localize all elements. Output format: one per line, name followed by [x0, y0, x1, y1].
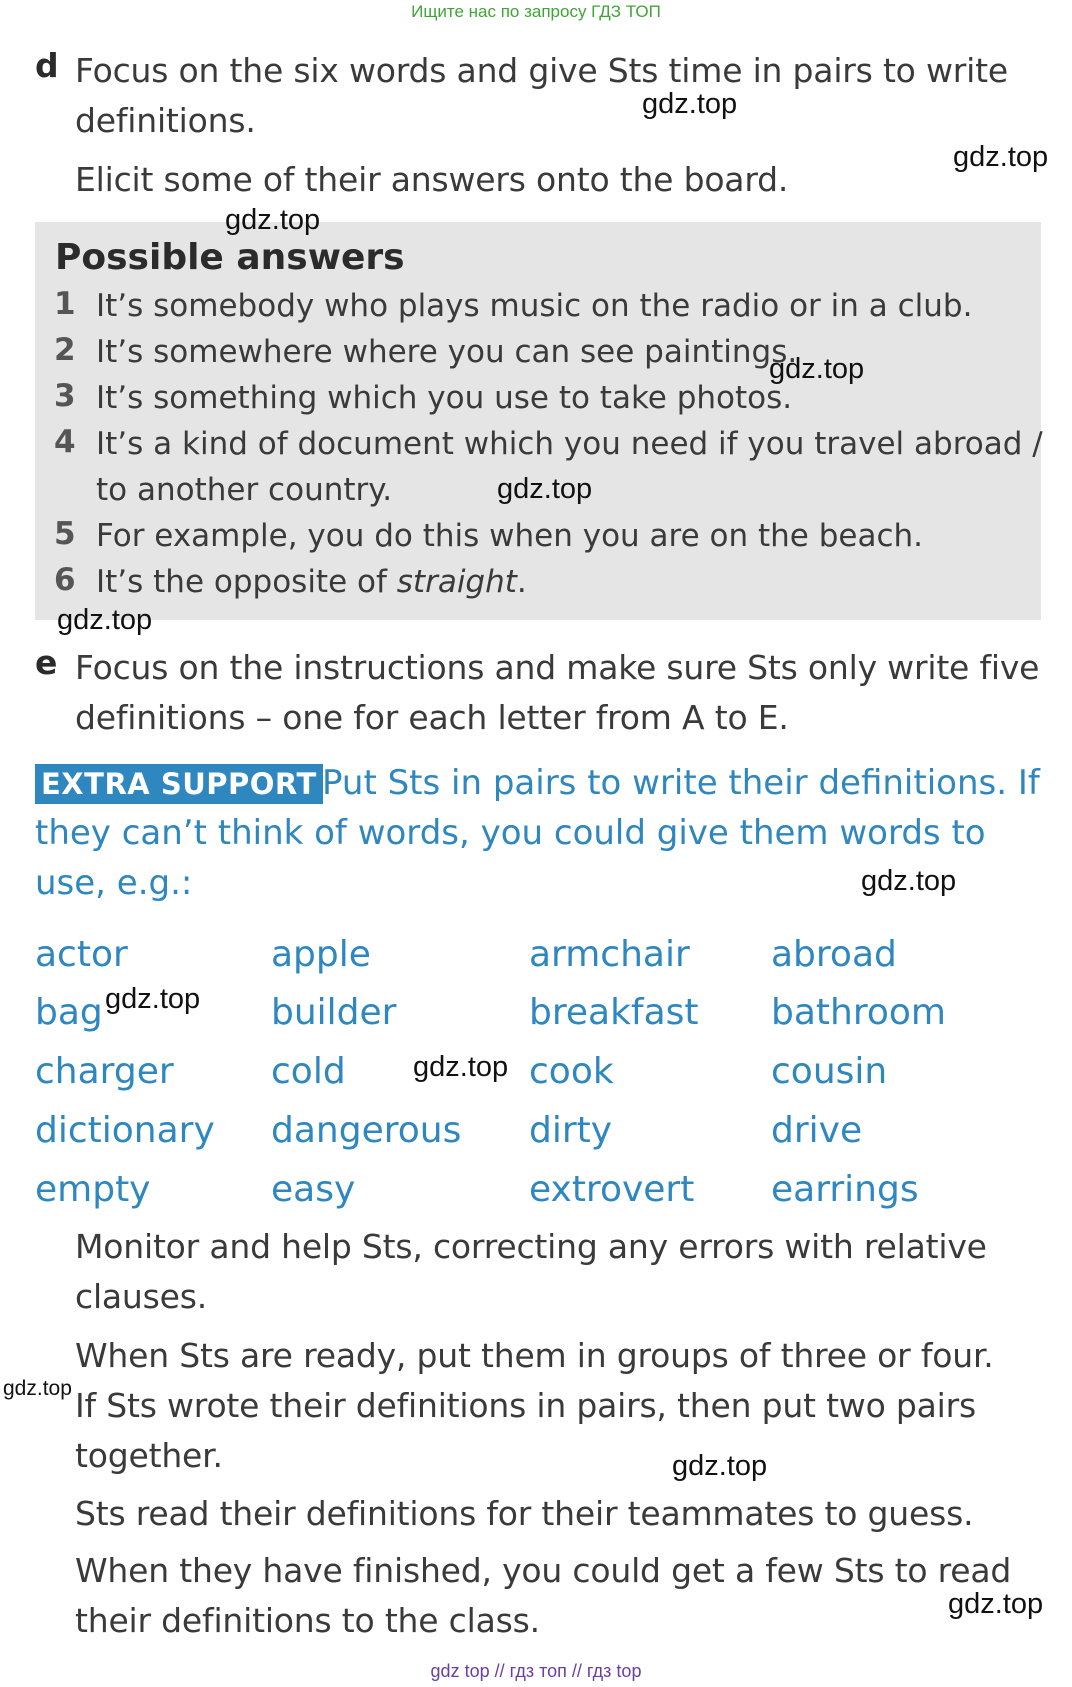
- word-item: armchair: [529, 934, 690, 975]
- closing-p2-line1: When Sts are ready, put them in groups of three or four.: [75, 1336, 994, 1375]
- section-d-line2: definitions.: [75, 101, 256, 140]
- answer-number: 1: [54, 286, 76, 322]
- word-item: dangerous: [271, 1110, 462, 1151]
- word-item: dictionary: [35, 1110, 215, 1151]
- section-e-line2: definitions – one for each letter from A to E.: [75, 698, 789, 737]
- word-item: earrings: [771, 1169, 919, 1210]
- word-item: abroad: [771, 934, 897, 975]
- closing-p2-line3: together.: [75, 1436, 223, 1475]
- possible-answers-title: Possible answers: [55, 237, 405, 278]
- watermark: gdz.top: [672, 1450, 768, 1482]
- closing-p4-line1: When they have finished, you could get a few Sts to read: [75, 1551, 1012, 1590]
- word-item: breakfast: [529, 992, 699, 1033]
- word-item: builder: [271, 992, 397, 1033]
- word-item: dirty: [529, 1110, 613, 1151]
- top-banner[interactable]: Ищите нас по запросу ГДЗ ТОП: [411, 2, 661, 21]
- extra-support-line3: use, e.g.:: [35, 863, 193, 903]
- section-d-line1: Focus on the six words and give Sts time in pairs to write: [75, 51, 1008, 90]
- word-item: cousin: [771, 1051, 888, 1092]
- answer-number: 5: [54, 516, 76, 552]
- word-item: easy: [271, 1169, 356, 1210]
- closing-p1-line1: Monitor and help Sts, correcting any errors with relative: [75, 1227, 987, 1266]
- answer-text: [96, 559, 527, 605]
- answer-number: 4: [54, 424, 76, 460]
- section-d-line3: Elicit some of their answers onto the board.: [75, 160, 789, 199]
- answer-number: 6: [54, 562, 76, 598]
- extra-support-line1: Put Sts in pairs to write their definitions. If: [322, 763, 1040, 803]
- watermark: gdz.top: [642, 88, 738, 120]
- word-item: cold: [271, 1051, 346, 1092]
- footer-links[interactable]: gdz top // гдз топ // гдз top: [430, 1661, 642, 1681]
- word-item: extrovert: [529, 1169, 695, 1210]
- watermark: gdz.top: [225, 204, 321, 236]
- section-e-line1: Focus on the instructions and make sure Sts only write five: [75, 648, 1040, 687]
- word-item: empty: [35, 1169, 151, 1210]
- answer-text: It’s somebody who plays music on the radio or in a club.: [96, 288, 973, 324]
- closing-p1-line2: clauses.: [75, 1277, 208, 1316]
- answer-text-pre: It’s the opposite of: [96, 564, 397, 600]
- word-item: cook: [529, 1051, 614, 1092]
- answer-text: For example, you do this when you are on the beach.: [96, 518, 924, 554]
- extra-support-line2: they can’t think of words, you could give them words to: [35, 813, 986, 853]
- answer-text: It’s a kind of document which you need if you travel abroad /: [96, 426, 1043, 462]
- watermark: gdz.top: [497, 473, 593, 505]
- watermark: gdz.top: [413, 1051, 509, 1083]
- answer-text-emphasis: straight: [396, 564, 517, 600]
- word-item: bag: [35, 992, 103, 1033]
- word-item: charger: [35, 1051, 174, 1092]
- word-item: apple: [271, 934, 371, 975]
- answer-text: It’s somewhere where you can see paintings.: [96, 334, 798, 370]
- closing-p4-line2: their definitions to the class.: [75, 1601, 540, 1640]
- watermark: gdz.top: [3, 1377, 72, 1400]
- section-e-letter: e: [35, 643, 58, 682]
- closing-p3: Sts read their definitions for their teammates to guess.: [75, 1494, 974, 1533]
- watermark: gdz.top: [57, 604, 153, 636]
- word-item: drive: [771, 1110, 863, 1151]
- answer-text: It’s something which you use to take photos.: [96, 380, 793, 416]
- watermark: gdz.top: [769, 353, 865, 385]
- answer-number: 2: [54, 332, 76, 368]
- answer-number: 3: [54, 378, 76, 414]
- extra-support-badge: EXTRA SUPPORT: [35, 764, 323, 804]
- watermark: gdz.top: [948, 1588, 1044, 1620]
- watermark: gdz.top: [861, 865, 957, 897]
- watermark: gdz.top: [105, 983, 201, 1015]
- word-item: bathroom: [771, 992, 946, 1033]
- answer-text-post: .: [516, 564, 527, 600]
- closing-p2-line2: If Sts wrote their definitions in pairs, then put two pairs: [75, 1386, 976, 1425]
- watermark: gdz.top: [953, 141, 1049, 173]
- word-item: actor: [35, 934, 128, 975]
- answer-text-continued: to another country.: [96, 472, 393, 508]
- section-d-letter: d: [35, 46, 59, 85]
